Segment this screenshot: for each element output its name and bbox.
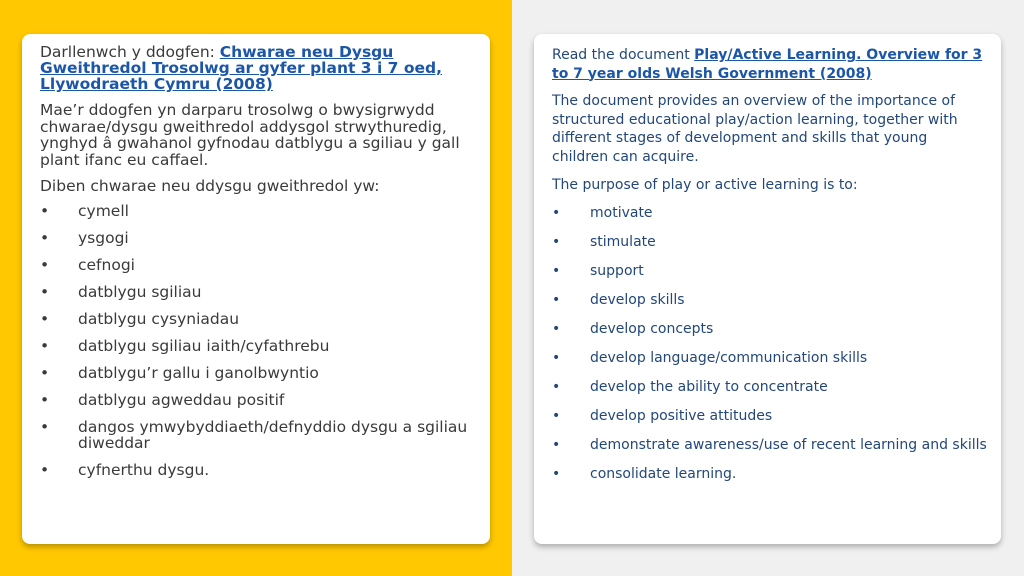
bullet-icon: • <box>552 437 561 453</box>
list-item-text: datblygu cysyniadau <box>78 310 240 328</box>
bullet-icon: • <box>552 234 561 250</box>
welsh-intro <box>40 44 472 92</box>
list-item <box>552 233 987 251</box>
english-description: The document provides an overview of the importance of structured educational play/action learning, together with different stages of development and skills that young children can acquire. <box>552 93 958 165</box>
bullet-icon: • <box>40 391 50 409</box>
bullet-icon: • <box>40 461 50 479</box>
bullet-icon: • <box>40 418 50 436</box>
welsh-purpose-heading: Diben chwarae neu ddysgu gweithredol yw: <box>40 177 380 195</box>
list-item-text: support <box>590 263 644 279</box>
bullet-icon: • <box>40 283 50 301</box>
bullet-icon: • <box>40 364 50 382</box>
english-text-card <box>534 34 1001 544</box>
english-intro <box>552 46 987 83</box>
welsh-purpose-list <box>40 203 472 478</box>
list-item <box>552 436 987 454</box>
list-item-text: motivate <box>590 205 653 221</box>
list-item <box>40 284 472 300</box>
list-item <box>40 462 472 478</box>
list-item-text: develop concepts <box>590 321 714 337</box>
bullet-icon: • <box>40 310 50 328</box>
list-item-text: demonstrate awareness/use of recent learning and skills <box>590 437 987 453</box>
list-item <box>552 291 987 309</box>
bullet-icon: • <box>40 256 50 274</box>
bullet-icon: • <box>552 292 561 308</box>
list-item <box>552 349 987 367</box>
english-purpose-heading: The purpose of play or active learning is to: <box>552 177 858 193</box>
list-item-text: develop skills <box>590 292 685 308</box>
list-item <box>552 262 987 280</box>
list-item-text: dangos ymwybyddiaeth/defnyddio dysgu a sgiliau diweddar <box>78 418 468 452</box>
list-item <box>40 203 472 219</box>
bullet-icon: • <box>40 229 50 247</box>
list-item-text: datblygu sgiliau <box>78 283 202 301</box>
bullet-icon: • <box>40 337 50 355</box>
welsh-description: Mae’r ddogfen yn darparu trosolwg o bwysigrwydd chwarae/dysgu gweithredol addysgol strwythuredig, ynghyd â gwahanol gyfnodau datblygu a sgiliau y gall plant ifanc eu caffael. <box>40 101 460 169</box>
list-item-text: datblygu’r gallu i ganolbwyntio <box>78 364 319 382</box>
bullet-icon: • <box>552 350 561 366</box>
welsh-document-link[interactable]: Chwarae neu Dysgu Gweithredol Trosolwg ar gyfer plant 3 i 7 oed, Llywodraeth Cymru (2008) <box>40 43 443 93</box>
list-item <box>40 257 472 273</box>
list-item-text: cymell <box>78 202 129 220</box>
list-item-text: cyfnerthu dysgu. <box>78 461 210 479</box>
list-item <box>552 204 987 222</box>
list-item-text: develop language/communication skills <box>590 350 868 366</box>
list-item-text: datblygu sgiliau iaith/cyfathrebu <box>78 337 330 355</box>
list-item <box>40 392 472 408</box>
list-item <box>552 465 987 483</box>
list-item-text: consolidate learning. <box>590 466 737 482</box>
list-item <box>40 338 472 354</box>
list-item <box>40 230 472 246</box>
bullet-icon: • <box>552 466 561 482</box>
list-item-text: datblygu agweddau positif <box>78 391 285 409</box>
bullet-icon: • <box>552 263 561 279</box>
list-item <box>40 311 472 327</box>
list-item-text: ysgogi <box>78 229 129 247</box>
list-item <box>552 378 987 396</box>
list-item <box>40 419 472 451</box>
list-item <box>40 365 472 381</box>
welsh-text-card <box>22 34 490 544</box>
list-item <box>552 320 987 338</box>
list-item-text: stimulate <box>590 234 656 250</box>
bullet-icon: • <box>552 321 561 337</box>
welsh-intro-prefix: Darllenwch y ddogfen: <box>40 43 220 61</box>
list-item-text: cefnogi <box>78 256 135 274</box>
list-item <box>552 407 987 425</box>
bullet-icon: • <box>552 205 561 221</box>
list-item-text: develop the ability to concentrate <box>590 379 828 395</box>
list-item-text: develop positive attitudes <box>590 408 773 424</box>
english-purpose-list <box>552 204 987 483</box>
english-document-link[interactable]: Play/Active Learning. Overview for 3 to 7 year olds Welsh Government (2008) <box>552 47 983 82</box>
english-intro-prefix: Read the document <box>552 47 695 63</box>
bullet-icon: • <box>40 202 50 220</box>
bullet-icon: • <box>552 379 561 395</box>
bullet-icon: • <box>552 408 561 424</box>
